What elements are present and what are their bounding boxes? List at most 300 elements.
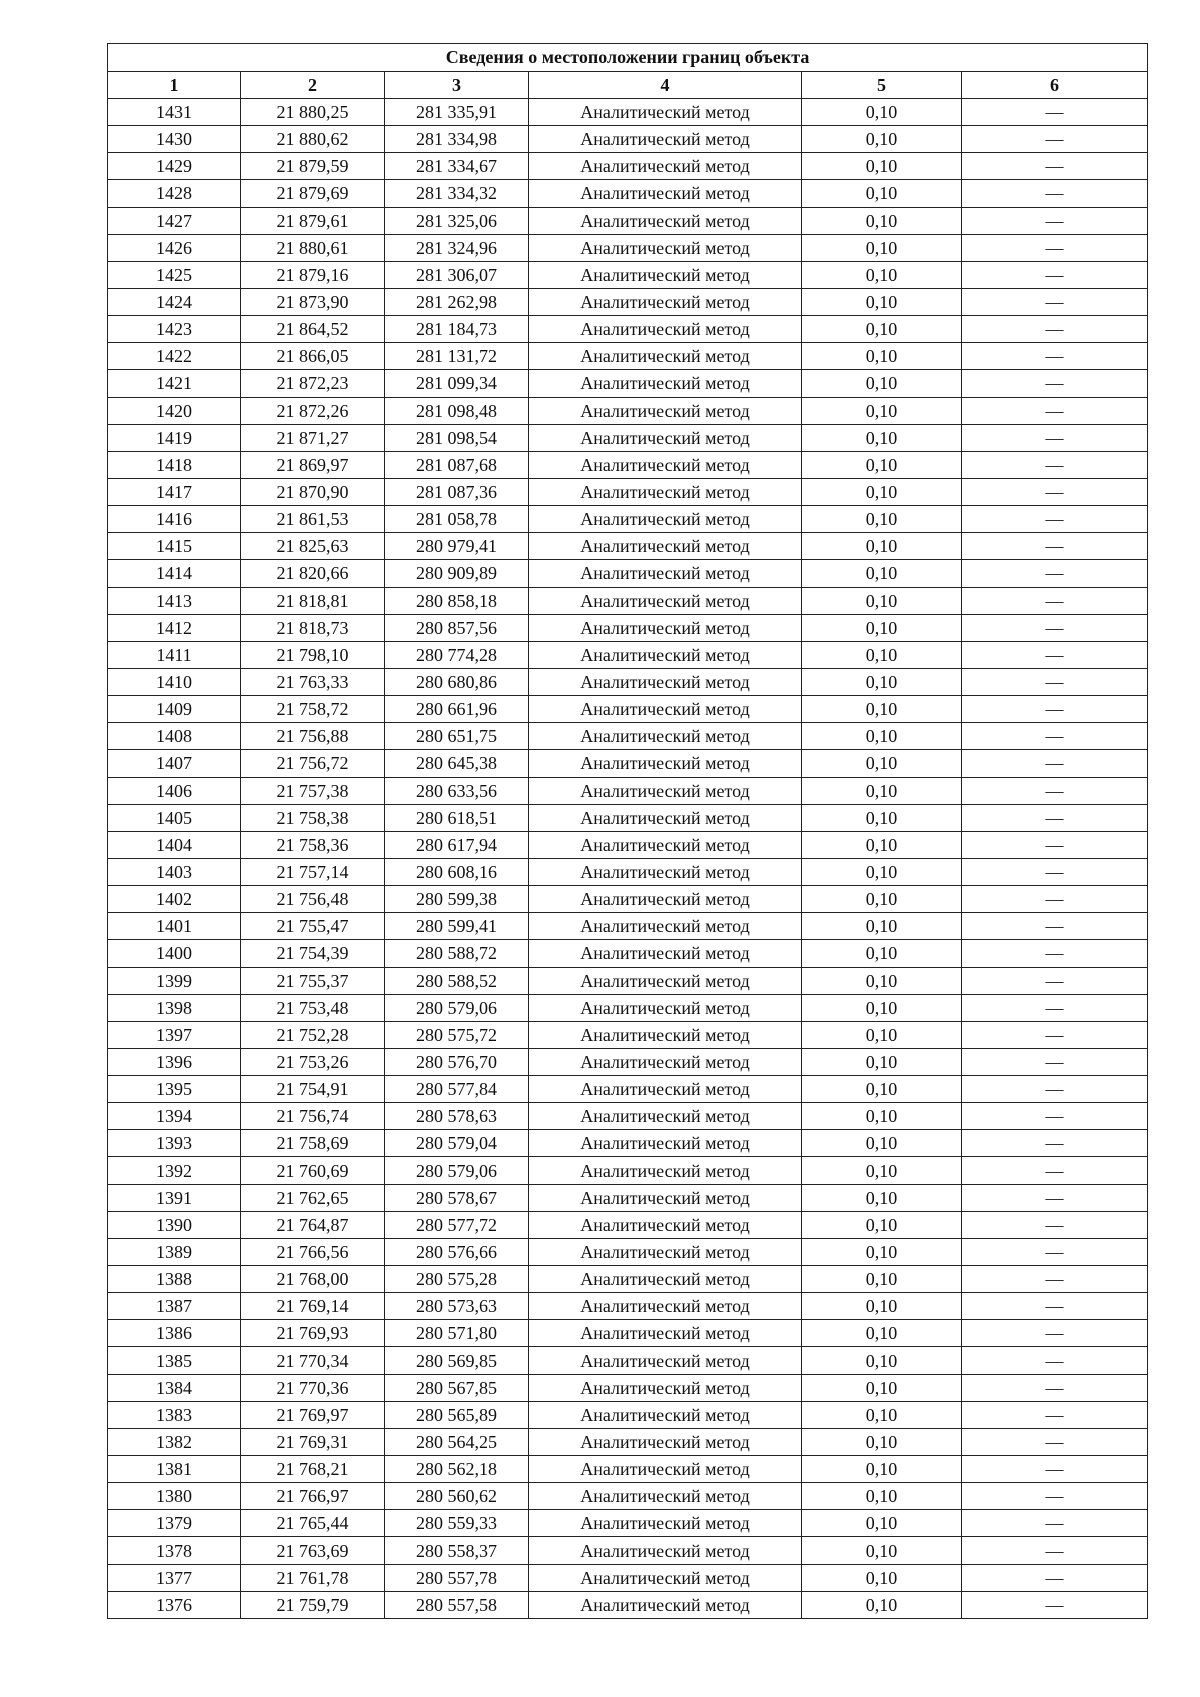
point-number-cell: 1412: [108, 614, 241, 641]
method-cell: Аналитический метод: [529, 1483, 802, 1510]
x-coordinate-cell: 21 871,27: [241, 424, 385, 451]
point-number-cell: 1393: [108, 1130, 241, 1157]
y-coordinate-cell: 281 098,48: [385, 397, 529, 424]
accuracy-cell: 0,10: [802, 777, 962, 804]
x-coordinate-cell: 21 755,47: [241, 913, 385, 940]
description-cell: —: [962, 1374, 1148, 1401]
x-coordinate-cell: 21 769,97: [241, 1401, 385, 1428]
x-coordinate-cell: 21 818,81: [241, 587, 385, 614]
description-cell: —: [962, 1428, 1148, 1455]
accuracy-cell: 0,10: [802, 1374, 962, 1401]
table-row: [108, 1293, 1148, 1320]
x-coordinate-cell: 21 870,90: [241, 478, 385, 505]
accuracy-cell: 0,10: [802, 1456, 962, 1483]
accuracy-cell: 0,10: [802, 560, 962, 587]
method-cell: Аналитический метод: [529, 424, 802, 451]
table-row: [108, 1048, 1148, 1075]
accuracy-cell: 0,10: [802, 940, 962, 967]
x-coordinate-cell: 21 866,05: [241, 343, 385, 370]
method-cell: Аналитический метод: [529, 560, 802, 587]
table-row: [108, 1157, 1148, 1184]
point-number-cell: 1384: [108, 1374, 241, 1401]
y-coordinate-cell: 280 565,89: [385, 1401, 529, 1428]
table-row: [108, 913, 1148, 940]
point-number-cell: 1416: [108, 506, 241, 533]
table-row: [108, 506, 1148, 533]
description-cell: —: [962, 316, 1148, 343]
table-title: Сведения о местоположении границ объекта: [108, 44, 1148, 72]
description-cell: —: [962, 288, 1148, 315]
y-coordinate-cell: 280 578,63: [385, 1103, 529, 1130]
method-cell: Аналитический метод: [529, 1591, 802, 1618]
y-coordinate-cell: 281 099,34: [385, 370, 529, 397]
method-cell: Аналитический метод: [529, 1537, 802, 1564]
y-coordinate-cell: 280 645,38: [385, 750, 529, 777]
method-cell: Аналитический метод: [529, 1564, 802, 1591]
x-coordinate-cell: 21 762,65: [241, 1184, 385, 1211]
description-cell: —: [962, 478, 1148, 505]
point-number-cell: 1387: [108, 1293, 241, 1320]
y-coordinate-cell: 280 774,28: [385, 641, 529, 668]
method-cell: Аналитический метод: [529, 1510, 802, 1537]
x-coordinate-cell: 21 869,97: [241, 451, 385, 478]
method-cell: Аналитический метод: [529, 1238, 802, 1265]
table-row: [108, 858, 1148, 885]
table-row: [108, 1537, 1148, 1564]
y-coordinate-cell: 280 576,66: [385, 1238, 529, 1265]
description-cell: —: [962, 1401, 1148, 1428]
point-number-cell: 1430: [108, 126, 241, 153]
table-row: [108, 451, 1148, 478]
y-coordinate-cell: 281 087,36: [385, 478, 529, 505]
y-coordinate-cell: 281 098,54: [385, 424, 529, 451]
y-coordinate-cell: 280 979,41: [385, 533, 529, 560]
x-coordinate-cell: 21 764,87: [241, 1211, 385, 1238]
accuracy-cell: 0,10: [802, 1238, 962, 1265]
description-cell: —: [962, 1564, 1148, 1591]
point-number-cell: 1414: [108, 560, 241, 587]
table-row: [108, 153, 1148, 180]
point-number-cell: 1396: [108, 1048, 241, 1075]
accuracy-cell: 0,10: [802, 750, 962, 777]
table-row: [108, 1591, 1148, 1618]
y-coordinate-cell: 280 680,86: [385, 668, 529, 695]
accuracy-cell: 0,10: [802, 1510, 962, 1537]
accuracy-cell: 0,10: [802, 180, 962, 207]
accuracy-cell: 0,10: [802, 261, 962, 288]
method-cell: Аналитический метод: [529, 913, 802, 940]
table-row: [108, 478, 1148, 505]
accuracy-cell: 0,10: [802, 343, 962, 370]
accuracy-cell: 0,10: [802, 1347, 962, 1374]
point-number-cell: 1398: [108, 994, 241, 1021]
y-coordinate-cell: 281 334,32: [385, 180, 529, 207]
y-coordinate-cell: 280 558,37: [385, 1537, 529, 1564]
y-coordinate-cell: 280 579,06: [385, 1157, 529, 1184]
accuracy-cell: 0,10: [802, 424, 962, 451]
y-coordinate-cell: 281 184,73: [385, 316, 529, 343]
x-coordinate-cell: 21 758,38: [241, 804, 385, 831]
method-cell: Аналитический метод: [529, 587, 802, 614]
point-number-cell: 1394: [108, 1103, 241, 1130]
table-row: [108, 1130, 1148, 1157]
method-cell: Аналитический метод: [529, 750, 802, 777]
y-coordinate-cell: 281 324,96: [385, 234, 529, 261]
column-number: 1: [108, 72, 241, 99]
accuracy-cell: 0,10: [802, 506, 962, 533]
y-coordinate-cell: 280 633,56: [385, 777, 529, 804]
accuracy-cell: 0,10: [802, 1591, 962, 1618]
table-row: [108, 1483, 1148, 1510]
point-number-cell: 1410: [108, 668, 241, 695]
point-number-cell: 1400: [108, 940, 241, 967]
table-row: [108, 370, 1148, 397]
x-coordinate-cell: 21 761,78: [241, 1564, 385, 1591]
table-row: [108, 343, 1148, 370]
accuracy-cell: 0,10: [802, 1021, 962, 1048]
description-cell: —: [962, 668, 1148, 695]
method-cell: Аналитический метод: [529, 777, 802, 804]
description-cell: —: [962, 1103, 1148, 1130]
point-number-cell: 1388: [108, 1266, 241, 1293]
accuracy-cell: 0,10: [802, 967, 962, 994]
point-number-cell: 1404: [108, 831, 241, 858]
method-cell: Аналитический метод: [529, 126, 802, 153]
x-coordinate-cell: 21 758,36: [241, 831, 385, 858]
description-cell: —: [962, 397, 1148, 424]
y-coordinate-cell: 280 588,72: [385, 940, 529, 967]
accuracy-cell: 0,10: [802, 831, 962, 858]
method-cell: Аналитический метод: [529, 967, 802, 994]
description-cell: —: [962, 1130, 1148, 1157]
description-cell: —: [962, 1510, 1148, 1537]
accuracy-cell: 0,10: [802, 1428, 962, 1455]
x-coordinate-cell: 21 758,72: [241, 696, 385, 723]
table-row: [108, 207, 1148, 234]
x-coordinate-cell: 21 757,38: [241, 777, 385, 804]
x-coordinate-cell: 21 763,69: [241, 1537, 385, 1564]
table-row: [108, 804, 1148, 831]
point-number-cell: 1378: [108, 1537, 241, 1564]
table-row: [108, 886, 1148, 913]
description-cell: —: [962, 533, 1148, 560]
column-number: 4: [529, 72, 802, 99]
method-cell: Аналитический метод: [529, 288, 802, 315]
description-cell: —: [962, 750, 1148, 777]
x-coordinate-cell: 21 765,44: [241, 1510, 385, 1537]
table-row: [108, 424, 1148, 451]
method-cell: Аналитический метод: [529, 234, 802, 261]
table-row: [108, 1184, 1148, 1211]
description-cell: —: [962, 261, 1148, 288]
method-cell: Аналитический метод: [529, 1428, 802, 1455]
x-coordinate-cell: 21 760,69: [241, 1157, 385, 1184]
y-coordinate-cell: 281 131,72: [385, 343, 529, 370]
x-coordinate-cell: 21 770,36: [241, 1374, 385, 1401]
accuracy-cell: 0,10: [802, 886, 962, 913]
method-cell: Аналитический метод: [529, 1048, 802, 1075]
table-row: [108, 831, 1148, 858]
table-row: [108, 1374, 1148, 1401]
column-number: 5: [802, 72, 962, 99]
y-coordinate-cell: 280 560,62: [385, 1483, 529, 1510]
x-coordinate-cell: 21 879,61: [241, 207, 385, 234]
table-row: [108, 126, 1148, 153]
point-number-cell: 1382: [108, 1428, 241, 1455]
method-cell: Аналитический метод: [529, 1130, 802, 1157]
x-coordinate-cell: 21 879,59: [241, 153, 385, 180]
description-cell: —: [962, 234, 1148, 261]
accuracy-cell: 0,10: [802, 1483, 962, 1510]
point-number-cell: 1386: [108, 1320, 241, 1347]
boundary-coordinates-table: [107, 43, 1148, 1619]
accuracy-cell: 0,10: [802, 1564, 962, 1591]
accuracy-cell: 0,10: [802, 316, 962, 343]
point-number-cell: 1427: [108, 207, 241, 234]
description-cell: —: [962, 858, 1148, 885]
table-row: [108, 587, 1148, 614]
description-cell: —: [962, 614, 1148, 641]
method-cell: Аналитический метод: [529, 99, 802, 126]
point-number-cell: 1383: [108, 1401, 241, 1428]
method-cell: Аналитический метод: [529, 858, 802, 885]
x-coordinate-cell: 21 825,63: [241, 533, 385, 560]
description-cell: —: [962, 1591, 1148, 1618]
y-coordinate-cell: 280 576,70: [385, 1048, 529, 1075]
y-coordinate-cell: 281 325,06: [385, 207, 529, 234]
point-number-cell: 1377: [108, 1564, 241, 1591]
method-cell: Аналитический метод: [529, 1021, 802, 1048]
description-cell: —: [962, 967, 1148, 994]
x-coordinate-cell: 21 769,93: [241, 1320, 385, 1347]
accuracy-cell: 0,10: [802, 1320, 962, 1347]
y-coordinate-cell: 280 599,41: [385, 913, 529, 940]
method-cell: Аналитический метод: [529, 1456, 802, 1483]
point-number-cell: 1392: [108, 1157, 241, 1184]
point-number-cell: 1381: [108, 1456, 241, 1483]
description-cell: —: [962, 913, 1148, 940]
method-cell: Аналитический метод: [529, 207, 802, 234]
accuracy-cell: 0,10: [802, 1211, 962, 1238]
table-row: [108, 1103, 1148, 1130]
table-row: [108, 261, 1148, 288]
description-cell: —: [962, 424, 1148, 451]
table-row: [108, 641, 1148, 668]
table-row: [108, 1238, 1148, 1265]
y-coordinate-cell: 280 588,52: [385, 967, 529, 994]
y-coordinate-cell: 280 858,18: [385, 587, 529, 614]
method-cell: Аналитический метод: [529, 831, 802, 858]
point-number-cell: 1403: [108, 858, 241, 885]
accuracy-cell: 0,10: [802, 1130, 962, 1157]
description-cell: —: [962, 560, 1148, 587]
accuracy-cell: 0,10: [802, 126, 962, 153]
accuracy-cell: 0,10: [802, 858, 962, 885]
accuracy-cell: 0,10: [802, 668, 962, 695]
accuracy-cell: 0,10: [802, 207, 962, 234]
accuracy-cell: 0,10: [802, 1076, 962, 1103]
table-row: [108, 1347, 1148, 1374]
accuracy-cell: 0,10: [802, 153, 962, 180]
point-number-cell: 1385: [108, 1347, 241, 1374]
y-coordinate-cell: 280 579,04: [385, 1130, 529, 1157]
point-number-cell: 1401: [108, 913, 241, 940]
y-coordinate-cell: 280 557,58: [385, 1591, 529, 1618]
x-coordinate-cell: 21 756,72: [241, 750, 385, 777]
description-cell: —: [962, 207, 1148, 234]
x-coordinate-cell: 21 763,33: [241, 668, 385, 695]
point-number-cell: 1420: [108, 397, 241, 424]
y-coordinate-cell: 280 909,89: [385, 560, 529, 587]
accuracy-cell: 0,10: [802, 723, 962, 750]
table-row: [108, 533, 1148, 560]
accuracy-cell: 0,10: [802, 614, 962, 641]
description-cell: —: [962, 886, 1148, 913]
table-row: [108, 1266, 1148, 1293]
description-cell: —: [962, 831, 1148, 858]
x-coordinate-cell: 21 754,39: [241, 940, 385, 967]
x-coordinate-cell: 21 766,56: [241, 1238, 385, 1265]
point-number-cell: 1380: [108, 1483, 241, 1510]
y-coordinate-cell: 280 651,75: [385, 723, 529, 750]
point-number-cell: 1399: [108, 967, 241, 994]
description-cell: —: [962, 1347, 1148, 1374]
method-cell: Аналитический метод: [529, 940, 802, 967]
point-number-cell: 1419: [108, 424, 241, 451]
description-cell: —: [962, 506, 1148, 533]
method-cell: Аналитический метод: [529, 1320, 802, 1347]
description-cell: —: [962, 370, 1148, 397]
table-row: [108, 1428, 1148, 1455]
table-row: [108, 1510, 1148, 1537]
table-row: [108, 1211, 1148, 1238]
x-coordinate-cell: 21 766,97: [241, 1483, 385, 1510]
x-coordinate-cell: 21 752,28: [241, 1021, 385, 1048]
x-coordinate-cell: 21 768,00: [241, 1266, 385, 1293]
y-coordinate-cell: 280 618,51: [385, 804, 529, 831]
x-coordinate-cell: 21 754,91: [241, 1076, 385, 1103]
method-cell: Аналитический метод: [529, 370, 802, 397]
x-coordinate-cell: 21 880,25: [241, 99, 385, 126]
x-coordinate-cell: 21 820,66: [241, 560, 385, 587]
table-row: [108, 777, 1148, 804]
method-cell: Аналитический метод: [529, 180, 802, 207]
description-cell: —: [962, 940, 1148, 967]
accuracy-cell: 0,10: [802, 451, 962, 478]
x-coordinate-cell: 21 757,14: [241, 858, 385, 885]
table-body: [108, 99, 1148, 1619]
y-coordinate-cell: 280 577,72: [385, 1211, 529, 1238]
description-cell: —: [962, 1076, 1148, 1103]
y-coordinate-cell: 281 262,98: [385, 288, 529, 315]
description-cell: —: [962, 1238, 1148, 1265]
table-row: [108, 668, 1148, 695]
point-number-cell: 1422: [108, 343, 241, 370]
accuracy-cell: 0,10: [802, 533, 962, 560]
point-number-cell: 1397: [108, 1021, 241, 1048]
point-number-cell: 1413: [108, 587, 241, 614]
method-cell: Аналитический метод: [529, 1103, 802, 1130]
point-number-cell: 1418: [108, 451, 241, 478]
method-cell: Аналитический метод: [529, 506, 802, 533]
y-coordinate-cell: 281 334,67: [385, 153, 529, 180]
point-number-cell: 1405: [108, 804, 241, 831]
method-cell: Аналитический метод: [529, 478, 802, 505]
description-cell: —: [962, 777, 1148, 804]
y-coordinate-cell: 280 575,72: [385, 1021, 529, 1048]
y-coordinate-cell: 280 575,28: [385, 1266, 529, 1293]
accuracy-cell: 0,10: [802, 804, 962, 831]
description-cell: —: [962, 1184, 1148, 1211]
table-row: [108, 614, 1148, 641]
accuracy-cell: 0,10: [802, 1537, 962, 1564]
y-coordinate-cell: 281 058,78: [385, 506, 529, 533]
x-coordinate-cell: 21 769,14: [241, 1293, 385, 1320]
x-coordinate-cell: 21 753,26: [241, 1048, 385, 1075]
y-coordinate-cell: 281 335,91: [385, 99, 529, 126]
description-cell: —: [962, 126, 1148, 153]
y-coordinate-cell: 280 564,25: [385, 1428, 529, 1455]
description-cell: —: [962, 180, 1148, 207]
point-number-cell: 1406: [108, 777, 241, 804]
point-number-cell: 1389: [108, 1238, 241, 1265]
x-coordinate-cell: 21 872,26: [241, 397, 385, 424]
y-coordinate-cell: 280 857,56: [385, 614, 529, 641]
accuracy-cell: 0,10: [802, 370, 962, 397]
table-row: [108, 750, 1148, 777]
x-coordinate-cell: 21 770,34: [241, 1347, 385, 1374]
table-row: [108, 940, 1148, 967]
point-number-cell: 1417: [108, 478, 241, 505]
x-coordinate-cell: 21 768,21: [241, 1456, 385, 1483]
table-row: [108, 967, 1148, 994]
y-coordinate-cell: 281 334,98: [385, 126, 529, 153]
x-coordinate-cell: 21 756,74: [241, 1103, 385, 1130]
accuracy-cell: 0,10: [802, 397, 962, 424]
x-coordinate-cell: 21 755,37: [241, 967, 385, 994]
x-coordinate-cell: 21 818,73: [241, 614, 385, 641]
method-cell: Аналитический метод: [529, 641, 802, 668]
column-number-row: [108, 72, 1148, 99]
y-coordinate-cell: 280 617,94: [385, 831, 529, 858]
point-number-cell: 1402: [108, 886, 241, 913]
point-number-cell: 1409: [108, 696, 241, 723]
table-row: [108, 1320, 1148, 1347]
table-row: [108, 288, 1148, 315]
method-cell: Аналитический метод: [529, 533, 802, 560]
table-row: [108, 99, 1148, 126]
point-number-cell: 1415: [108, 533, 241, 560]
x-coordinate-cell: 21 798,10: [241, 641, 385, 668]
point-number-cell: 1426: [108, 234, 241, 261]
table-row: [108, 723, 1148, 750]
accuracy-cell: 0,10: [802, 587, 962, 614]
x-coordinate-cell: 21 756,88: [241, 723, 385, 750]
column-number: 6: [962, 72, 1148, 99]
accuracy-cell: 0,10: [802, 99, 962, 126]
point-number-cell: 1411: [108, 641, 241, 668]
description-cell: —: [962, 451, 1148, 478]
x-coordinate-cell: 21 769,31: [241, 1428, 385, 1455]
table-row: [108, 1021, 1148, 1048]
y-coordinate-cell: 280 661,96: [385, 696, 529, 723]
description-cell: —: [962, 1456, 1148, 1483]
description-cell: —: [962, 1021, 1148, 1048]
x-coordinate-cell: 21 872,23: [241, 370, 385, 397]
table-row: [108, 1564, 1148, 1591]
method-cell: Аналитический метод: [529, 886, 802, 913]
accuracy-cell: 0,10: [802, 234, 962, 261]
